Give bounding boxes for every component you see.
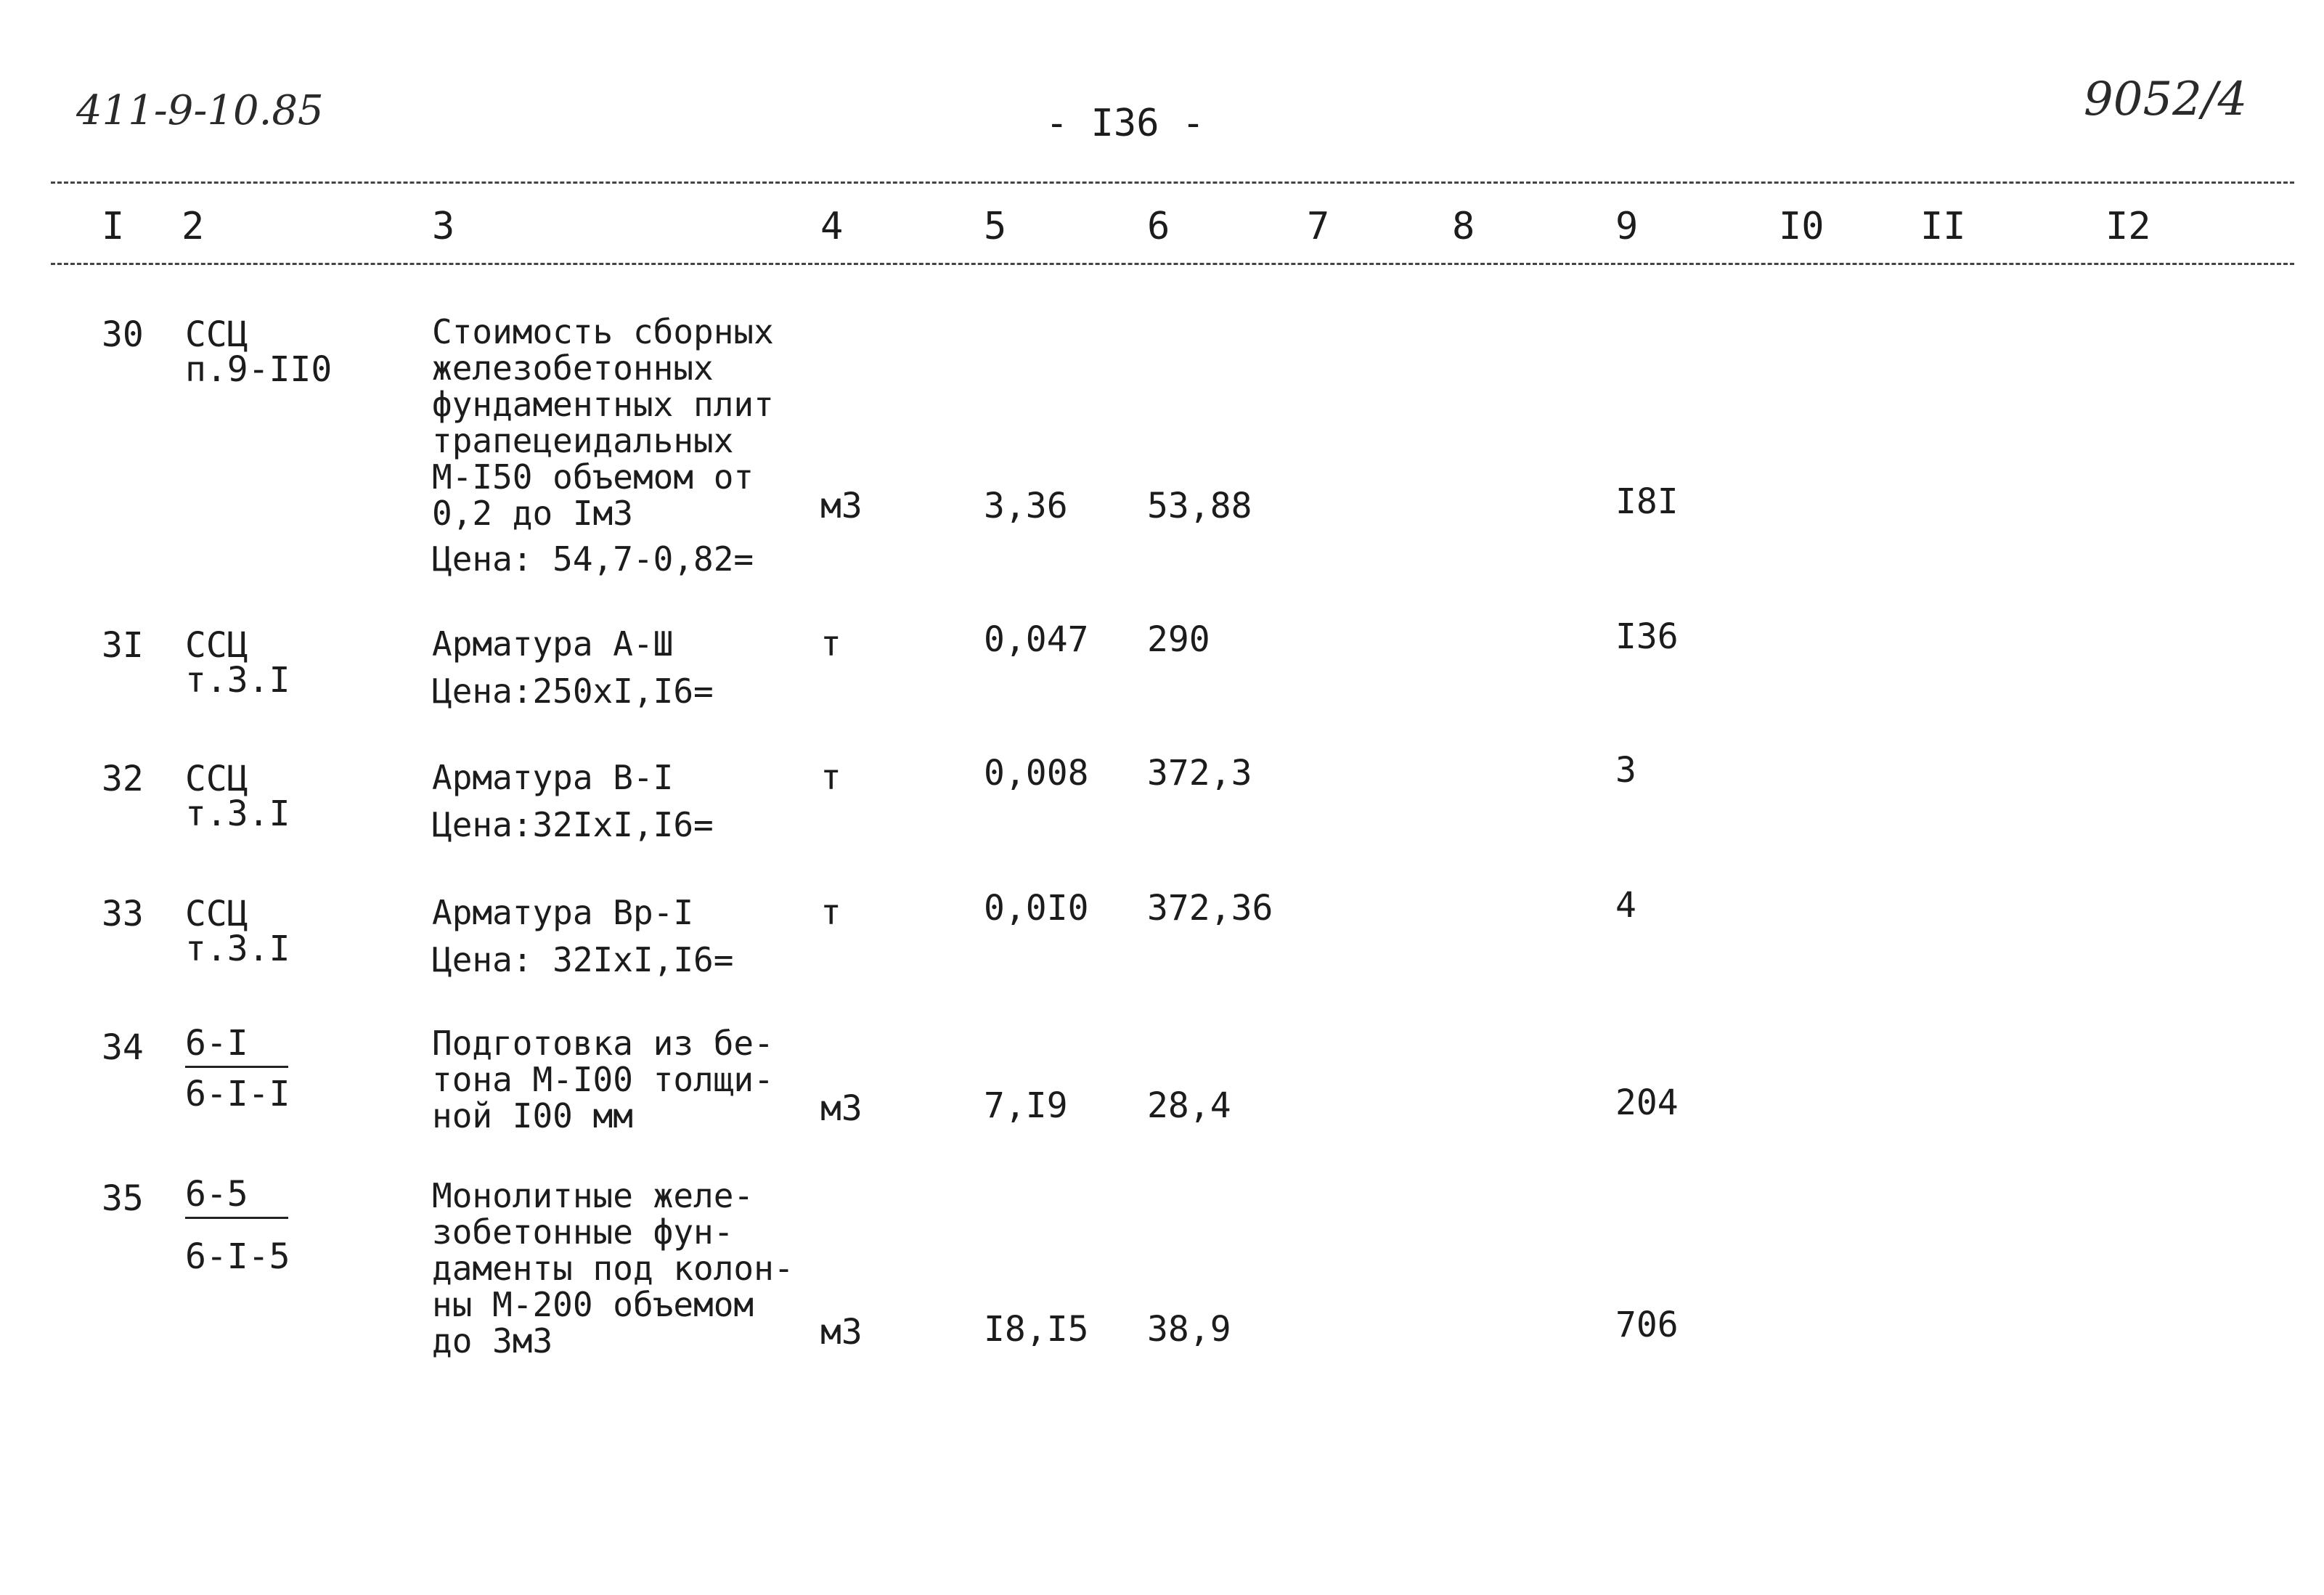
price-note: Цена:250хI,I6=: [432, 672, 714, 711]
col-header-9: 9: [1615, 205, 1639, 248]
reference-code: ССЦ: [185, 625, 248, 666]
col-header-8: 8: [1452, 205, 1475, 248]
col-header-1: I: [102, 205, 125, 248]
document-code: 411-9-10.85: [76, 87, 324, 134]
col-header-11: II: [1920, 205, 1966, 248]
row-number: 3I: [102, 625, 144, 666]
row-number: 34: [102, 1027, 144, 1068]
col-header-2: 2: [182, 205, 205, 248]
row-number: 32: [102, 759, 144, 799]
quantity: 0,0I0: [984, 888, 1089, 929]
reference-code: ССЦ: [185, 759, 248, 799]
description-line: Арматура Вр-I: [432, 893, 694, 932]
description-line: трапецеидальных: [432, 421, 734, 460]
col-header-6: 6: [1147, 205, 1170, 248]
col-header-12: I2: [2105, 205, 2151, 248]
description-line: фундаментных плит: [432, 385, 774, 424]
unit-cost: 290: [1147, 619, 1210, 660]
reference-code-text: 6-5: [185, 1176, 288, 1219]
col-header-7: 7: [1307, 205, 1330, 248]
description-line: тона М-I00 толщи-: [432, 1060, 774, 1099]
unit: т: [820, 757, 841, 798]
unit-cost: 28,4: [1147, 1085, 1231, 1126]
description-line: зобетонные фун-: [432, 1212, 734, 1252]
quantity: 7,I9: [984, 1085, 1068, 1126]
reference-subcode: 6-I-5: [185, 1236, 290, 1277]
reference-code-text: 6-I: [185, 1025, 288, 1068]
header-bottom-rule: [51, 263, 2294, 265]
total-cost: 4: [1615, 885, 1636, 926]
total-cost: I8I: [1615, 481, 1679, 522]
stamp-number: 9052/4: [2084, 73, 2248, 126]
price-note: Цена: 54,7-0,82=: [432, 539, 754, 579]
description-line: М-I50 объемом от: [432, 457, 754, 497]
unit-cost: 372,3: [1147, 753, 1252, 794]
description-line: Монолитные желе-: [432, 1176, 754, 1215]
reference-subcode: т.3.I: [185, 660, 290, 701]
reference-code: ССЦ: [185, 894, 248, 934]
reference-subcode: т.3.I: [185, 794, 290, 834]
col-header-5: 5: [984, 205, 1007, 248]
header-top-rule: [51, 181, 2294, 184]
quantity: 3,36: [984, 486, 1068, 526]
reference-subcode: т.3.I: [185, 929, 290, 969]
description-line: ной I00 мм: [432, 1096, 633, 1135]
reference-code: [185, 1176, 288, 1219]
quantity: 0,008: [984, 753, 1089, 794]
unit-cost: 372,36: [1147, 888, 1273, 929]
unit-cost: 38,9: [1147, 1309, 1231, 1350]
total-cost: 3: [1615, 750, 1636, 791]
description-line: 0,2 до Iм3: [432, 494, 633, 533]
row-number: 33: [102, 894, 144, 934]
unit: м3: [820, 1088, 863, 1129]
quantity: I8,I5: [984, 1309, 1089, 1350]
page-number: - I36 -: [1045, 102, 1205, 145]
description-line: железобетонных: [432, 348, 714, 388]
price-note: Цена: 32IхI,I6=: [432, 940, 734, 979]
reference-subcode: 6-I-I: [185, 1074, 290, 1114]
description-line: Арматура В-I: [432, 758, 674, 797]
row-number: 35: [102, 1178, 144, 1219]
quantity: 0,047: [984, 619, 1089, 660]
reference-code: [185, 1025, 288, 1068]
description-line: до 3м3: [432, 1321, 553, 1361]
description-line: Подготовка из бе-: [432, 1024, 774, 1063]
unit: м3: [820, 486, 863, 526]
unit-cost: 53,88: [1147, 486, 1252, 526]
row-number: 30: [102, 314, 144, 355]
col-header-3: 3: [432, 205, 455, 248]
unit: м3: [820, 1312, 863, 1353]
price-note: Цена:32IхI,I6=: [432, 805, 714, 844]
total-cost: 706: [1615, 1305, 1679, 1345]
reference-subcode: п.9-II0: [185, 349, 333, 390]
reference-code: ССЦ: [185, 314, 248, 355]
unit: т: [820, 624, 841, 664]
description-line: ны М-200 объемом: [432, 1285, 754, 1324]
description-line: даменты под колон-: [432, 1249, 794, 1288]
unit: т: [820, 892, 841, 933]
col-header-10: I0: [1779, 205, 1824, 248]
total-cost: I36: [1615, 616, 1679, 657]
description-line: Стоимость сборных: [432, 312, 774, 351]
description-line: Арматура А-Ш: [432, 624, 674, 664]
col-header-4: 4: [820, 205, 844, 248]
total-cost: 204: [1615, 1082, 1679, 1123]
